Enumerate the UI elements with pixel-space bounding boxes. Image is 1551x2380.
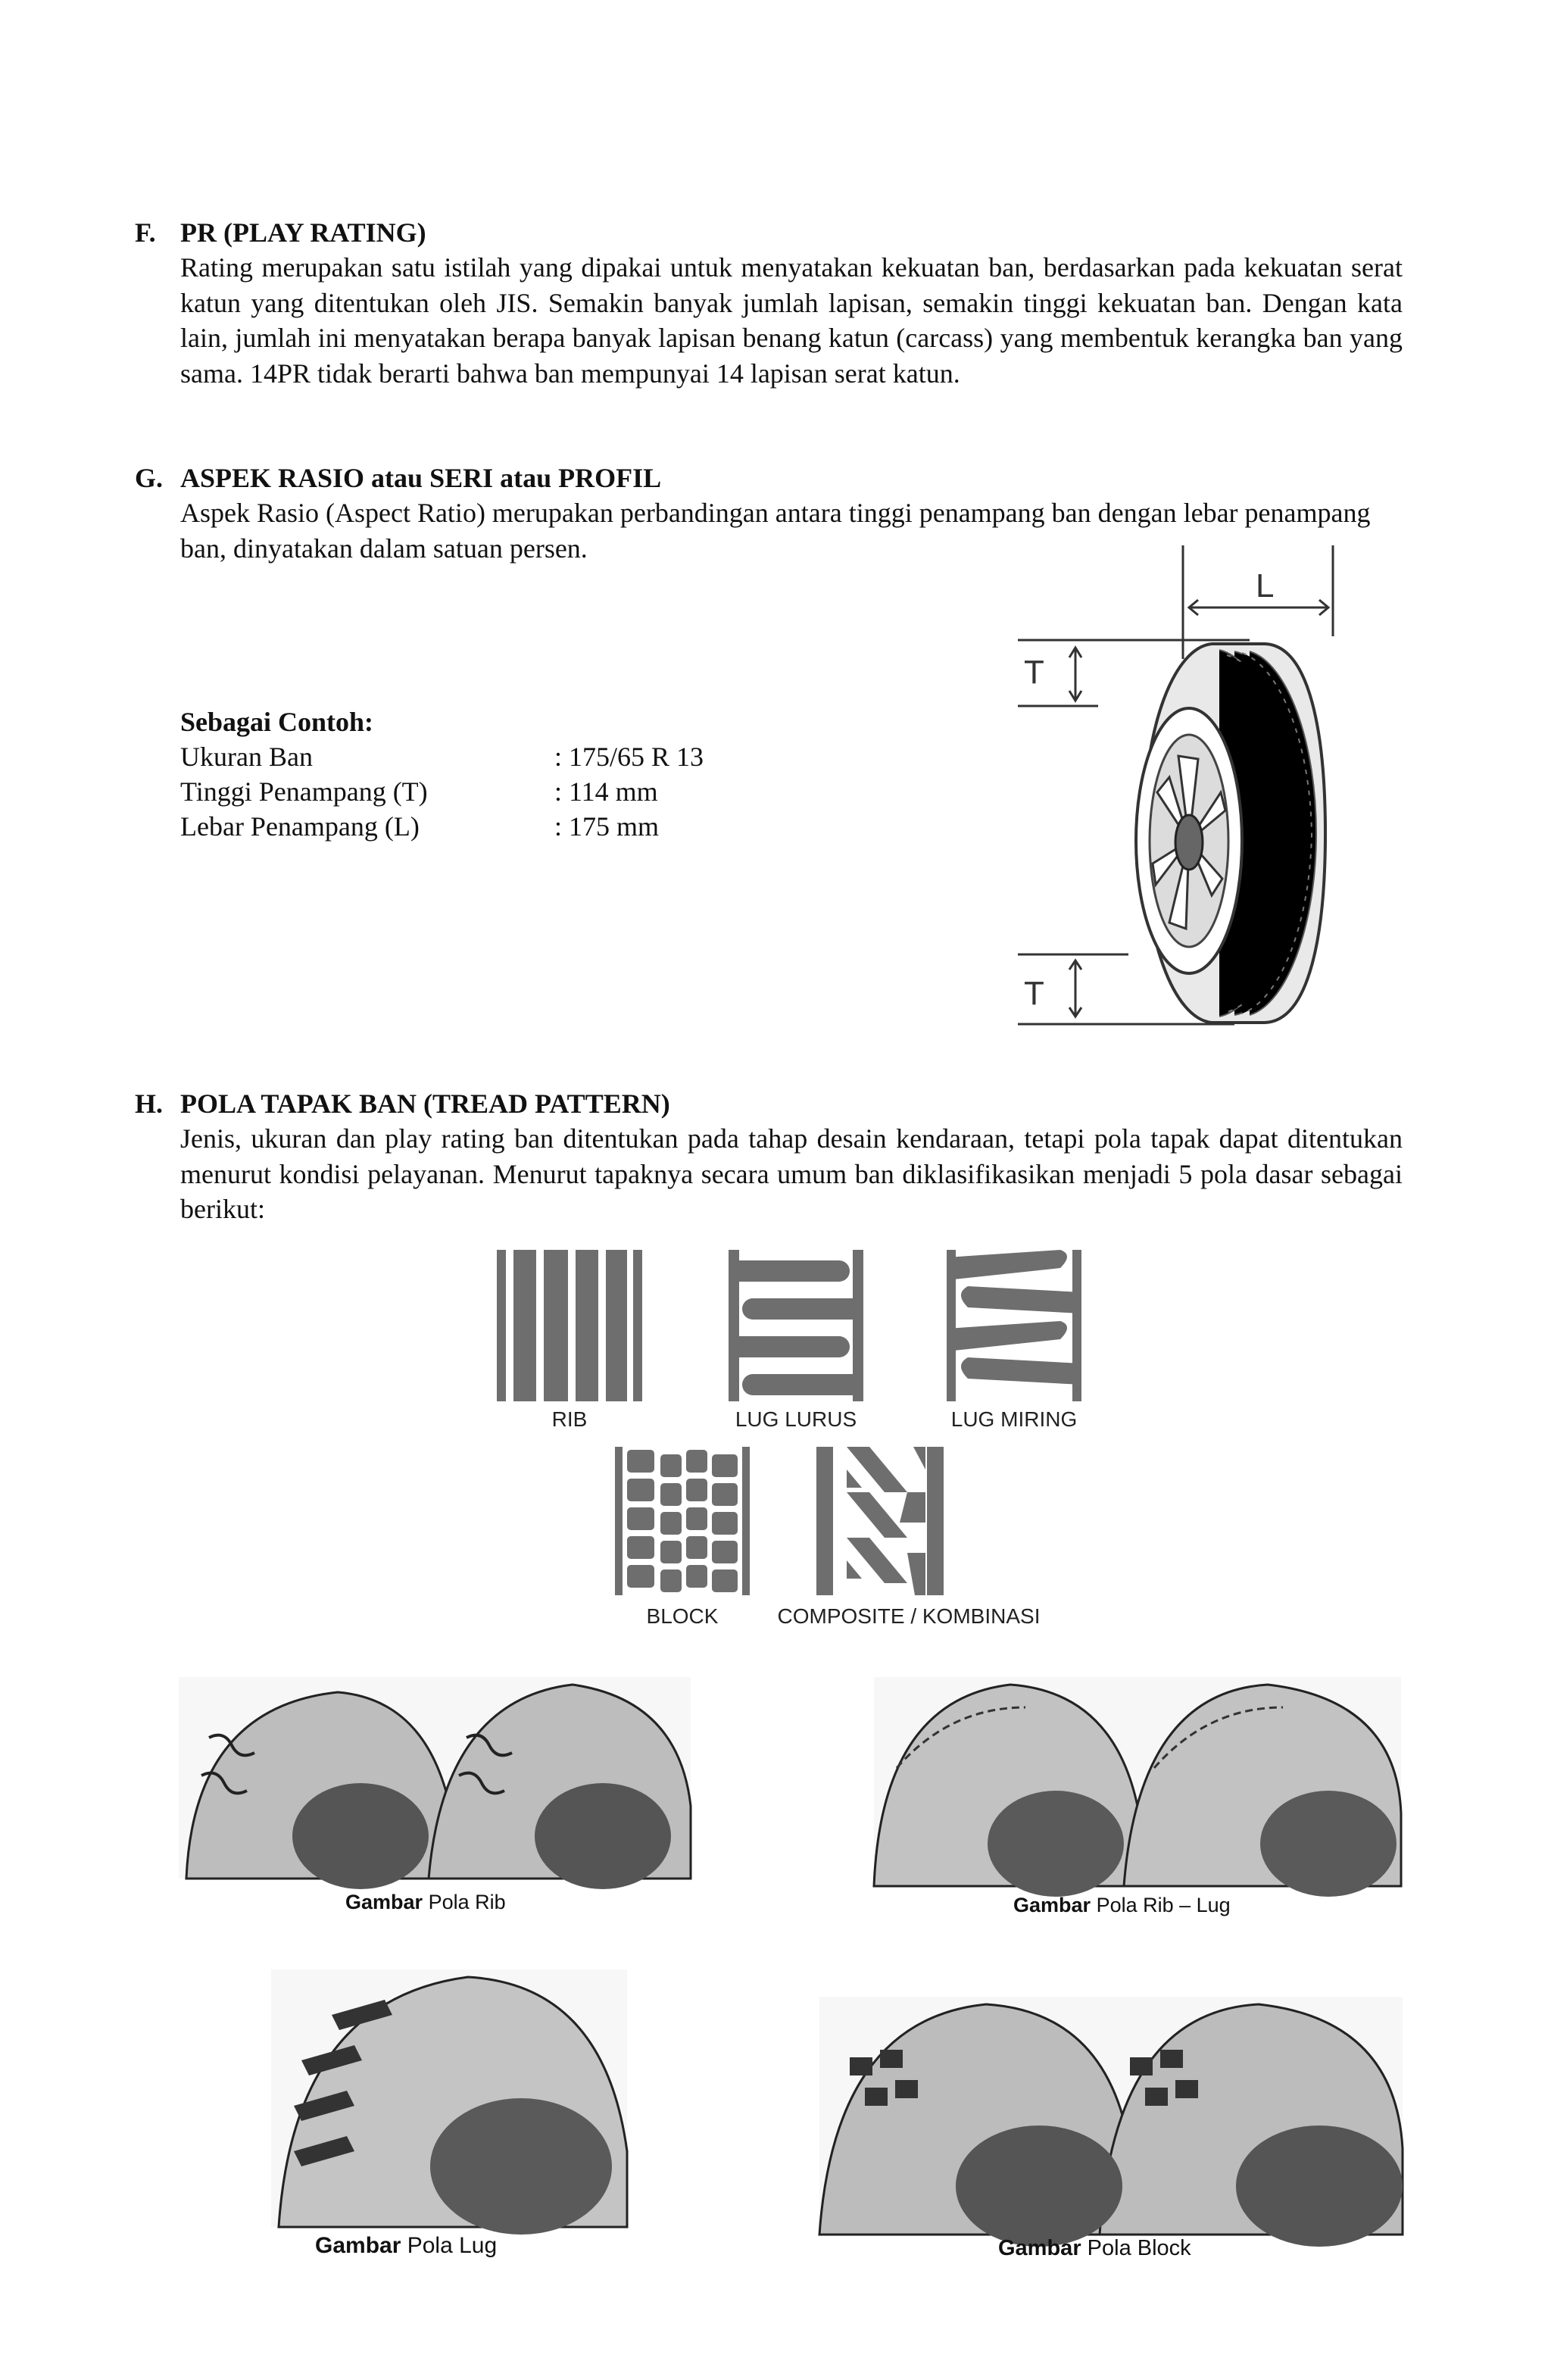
section-title: POLA TAPAK BAN (TREAD PATTERN) <box>180 1088 670 1119</box>
tire-photo-lug <box>271 1969 627 2227</box>
caption-pola-block <box>998 2236 1191 2261</box>
lug-lurus-pattern-icon <box>729 1250 863 1401</box>
example-value: : 175 mm <box>554 811 660 842</box>
section-letter: F. <box>135 217 156 248</box>
example-label: Ukuran Ban <box>180 742 313 772</box>
example-label: Lebar Penampang (L) <box>180 811 420 842</box>
section-title: PR (PLAY RATING) <box>180 217 426 248</box>
diagram-label-t-top: T <box>1024 654 1044 691</box>
caption-text: Pola Block <box>1087 2236 1191 2260</box>
section-letter: H. <box>135 1088 164 1119</box>
section-f-paragraph: Rating merupakan satu istilah yang dipakai untuk menyatakan kekuatan ban, berdasarkan pada kekuatan serat katun yang ditentukan oleh JIS. Semakin banyak jumlah lapisan, semakin tinggi kekuatan ban. Dengan kata lain, jumlah ini menyatakan berapa banyak lapisan benang katun (carcass) yang membentuk kerangka ban yang sama. 14PR tidak berarti bahwa ban mempunyai 14 lapisan serat katun. <box>180 252 1403 389</box>
caption-text: Pola Rib <box>428 1891 506 1913</box>
pattern-label-composite: COMPOSITE / KOMBINASI <box>777 1604 1041 1628</box>
block-pattern-icon <box>615 1447 750 1595</box>
tire-photo-rib-lug <box>874 1677 1401 1886</box>
aspect-ratio-tire-diagram <box>1007 545 1348 1038</box>
section-g-paragraph: Aspek Rasio (Aspect Ratio) merupakan perbandingan antara tinggi penampang ban dengan lebar penampang ban, dinyatakan dalam satuan persen. <box>180 498 1371 564</box>
caption-prefix: Gambar <box>998 2236 1081 2260</box>
section-title: ASPEK RASIO atau SERI atau PROFIL <box>180 463 662 493</box>
tire-photo-block <box>819 1997 1403 2235</box>
pattern-label-rib: RIB <box>551 1407 588 1431</box>
tire-photo-rib <box>179 1677 691 1879</box>
example-label: Tinggi Penampang (T) <box>180 776 428 807</box>
caption-pola-rib <box>345 1891 506 1914</box>
rib-pattern-icon <box>497 1250 642 1401</box>
example-value: : 175/65 R 13 <box>554 742 704 772</box>
pattern-label-lug-lurus: LUG LURUS <box>735 1407 857 1431</box>
caption-text: Pola Rib – Lug <box>1096 1894 1231 1916</box>
caption-prefix: Gambar <box>345 1891 423 1913</box>
lug-miring-pattern-icon <box>947 1250 1081 1401</box>
caption-pola-lug <box>315 2233 497 2259</box>
caption-prefix: Gambar <box>1013 1894 1091 1916</box>
tire-drawing <box>1136 644 1325 1023</box>
caption-pola-rib-lug <box>1013 1894 1231 1917</box>
caption-prefix: Gambar <box>315 2233 401 2258</box>
pattern-label-lug-miring: LUG MIRING <box>950 1407 1078 1431</box>
example-title: Sebagai Contoh: <box>180 707 374 737</box>
pattern-label-block: BLOCK <box>646 1604 719 1628</box>
section-h-paragraph: Jenis, ukuran dan play rating ban ditentukan pada tahap desain kendaraan, tetapi pola tapak dapat ditentukan menurut kondisi pelayanan. Menurut tapaknya secara umum ban diklasifikasikan menjadi 5 pola dasar sebagai berikut: <box>180 1123 1403 1224</box>
section-letter: G. <box>135 463 164 493</box>
diagram-label-l: L <box>1256 567 1275 604</box>
example-value: : 114 mm <box>554 776 658 807</box>
composite-pattern-icon <box>816 1447 944 1595</box>
caption-text: Pola Lug <box>407 2233 498 2258</box>
diagram-label-t-bottom: T <box>1024 975 1044 1012</box>
